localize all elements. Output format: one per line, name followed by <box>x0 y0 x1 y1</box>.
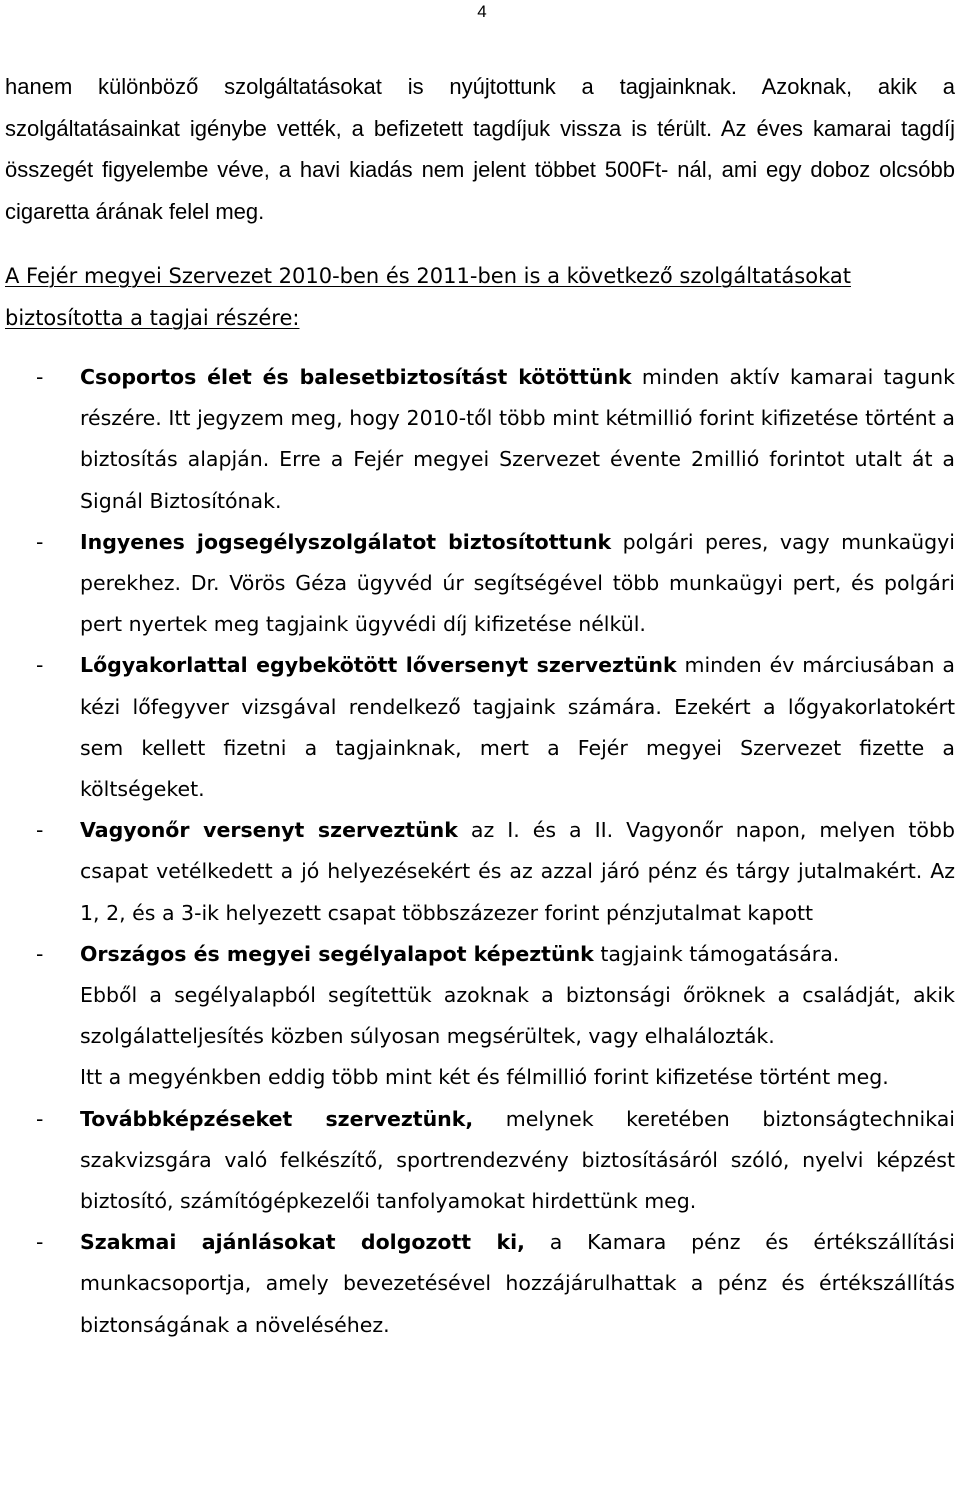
list-dash: - <box>36 941 44 966</box>
list-item-rest: melynek keretében biztonságtechnikai szakvizsgára való felkészítő, sportrendezvény biztosításáról szóló, nyelvi képzést biztosító, számítógépkezelői tanfolyamokat hirdettünk meg. <box>80 1106 955 1214</box>
list-item <box>0 810 960 934</box>
list-item-bold: Ingyenes jogsegélyszolgálatot biztosítottunk <box>80 529 612 554</box>
list-dash: - <box>36 653 44 678</box>
intro-paragraph: hanem különböző szolgáltatásokat is nyújtottunk a tagjainknak. Azoknak, akik a szolgáltatásainkat igénybe vették, a befizetett tagdíjuk vissza is térült. Az éves kamarai tagdíj összegét figyelembe véve, a havi kiadás nem jelent többet 500Ft- nál, ami egy doboz olcsóbb cigaretta árának felel meg. <box>5 74 955 224</box>
list-item <box>0 934 960 1099</box>
list-item-bold: Országos és megyei segélyalapot képeztünk <box>80 941 594 966</box>
list-item-text <box>80 357 955 522</box>
list-item-rest: minden aktív kamarai tagunk részére. Itt jegyzem meg, hogy 2010-től több mint kétmillió forint kifizetése történt a biztosítás alapján. Erre a Fejér megyei Szervezet évente 2millió forintot utalt át a Signál Biztosítónak. <box>80 365 956 513</box>
list-item <box>0 645 960 810</box>
list-item-text <box>80 1099 955 1223</box>
list-item-text <box>80 1222 955 1346</box>
list-item-bold: Továbbképzéseket szerveztünk, <box>80 1106 474 1131</box>
list-item-bold: Szakmai ajánlásokat dolgozott ki, <box>80 1230 525 1255</box>
list-item-text <box>80 810 955 934</box>
list-dash: - <box>36 529 44 554</box>
list-item <box>0 1222 960 1346</box>
list-item <box>0 522 960 646</box>
list-item-rest: az I. és a II. Vagyonőr napon, melyen több csapat vetélkedett a jó helyezésekért és az azzal járó pénz és tárgy jutalmakért. Az 1, 2, és a 3-ik helyezett csapat többszázezer forint pénzjutalmat kapott <box>80 818 955 925</box>
list-item-extra-paragraph: Ebből a segélyalapból segítettük azoknak a biztonsági őröknek a családját, akik szolgálatteljesítés közben súlyosan megsérültek, vagy elhalálozták. <box>80 983 955 1049</box>
list-item-rest: polgári peres, vagy munkaügyi perekhez. Dr. Vörös Géza ügyvéd úr segítségével több munkaügyi pert, és polgári pert nyertek meg tagjaink ügyvédi díj kifizetése nélkül. <box>80 529 955 637</box>
list-item-rest: a Kamara pénz és értékszállítási munkacsoportja, amely bevezetésével hozzájárulhattak a pénz és értékszállítás biztonságának a növeléséhez. <box>80 1230 955 1337</box>
section-heading: A Fejér megyei Szervezet 2010-ben és 2011-ben is a következő szolgáltatásokat biztosította a tagjai részére: <box>5 264 851 330</box>
list-item-text <box>80 645 955 810</box>
list-item-bold: Csoportos élet és balesetbiztosítást kötöttünk <box>80 365 632 389</box>
page-number: 4 <box>477 2 487 21</box>
list-dash: - <box>36 365 44 389</box>
list-dash: - <box>36 1230 44 1255</box>
list-item <box>0 357 960 522</box>
list-item-bold: Lőgyakorlattal egybekötött lőversenyt szerveztünk <box>80 653 677 678</box>
services-list <box>0 357 960 1346</box>
list-item-text <box>80 522 955 646</box>
list-item-rest: tagjaink támogatására. <box>593 941 840 966</box>
list-item <box>0 1099 960 1223</box>
list-item-extra-paragraph: Itt a megyénkben eddig több mint két és félmillió forint kifizetése történt meg. <box>80 1065 889 1090</box>
list-item-bold: Vagyonőr versenyt szerveztünk <box>80 818 458 843</box>
list-item-text <box>80 934 955 975</box>
list-dash: - <box>36 1106 44 1131</box>
list-item-rest: minden év márciusában a kézi lőfegyver vizsgával rendelkező tagjaink számára. Ezekért a lőgyakorlatokért sem kellett fizetni a tagjainknak, mert a Fejér megyei Szervezet fizette a költségeket. <box>80 653 955 802</box>
list-dash: - <box>36 818 44 843</box>
